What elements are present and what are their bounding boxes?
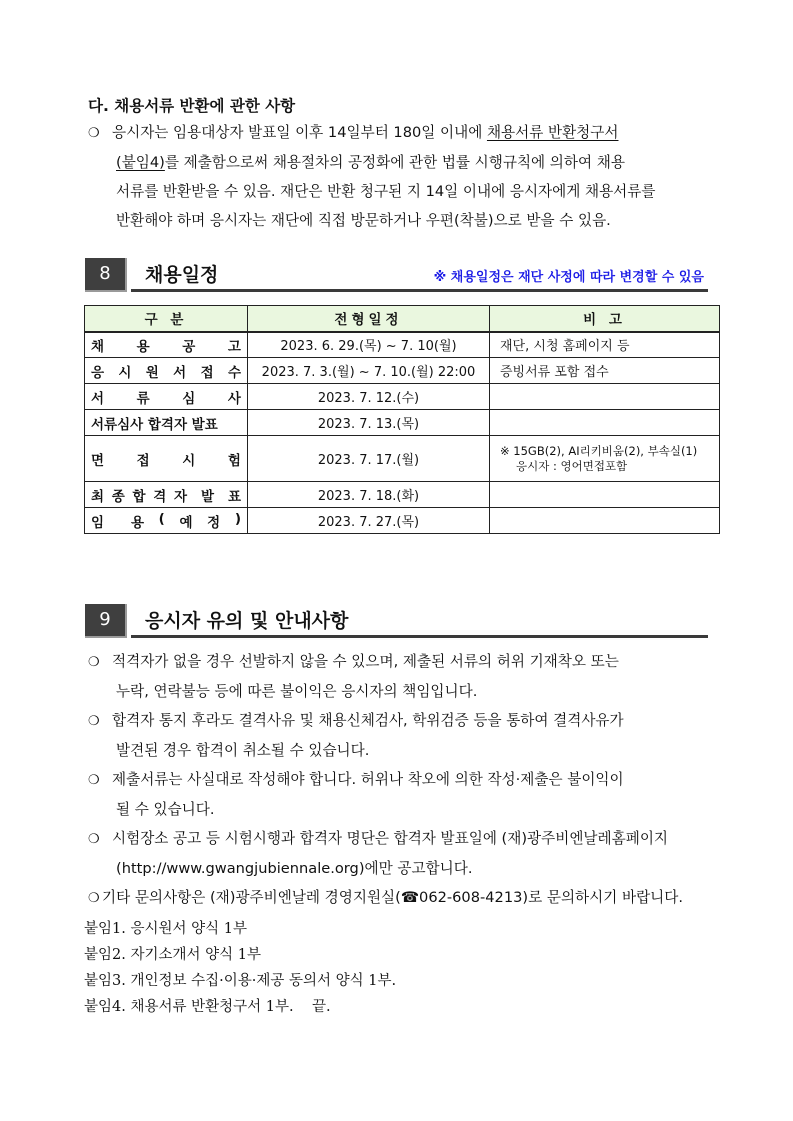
row-note (490, 482, 720, 508)
para-text: 를 제출함으로써 채용절차의 공정화에 관한 법률 시행규칙에 의하여 채용 (164, 154, 625, 171)
row-date: 2023. 7. 27.(목) (248, 508, 490, 534)
attachment-item: 붙임1. 응시원서 양식 1부 (84, 921, 247, 937)
attachment-list (84, 916, 396, 1020)
refund-form-link: 채용서류 반환청구서 (486, 124, 619, 141)
section-title: 채용일정 (145, 264, 219, 286)
table-row (85, 384, 720, 410)
table-row (85, 410, 720, 436)
header-cell: 구 분 (85, 306, 248, 332)
row-note (490, 384, 720, 410)
notice-text: 시험장소 공고 등 시험시행과 합격자 명단은 합격자 발표일에 (재)광주비엔날레홈페이지 (112, 830, 669, 847)
row-label (85, 508, 248, 534)
bullet-icon: ❍ (88, 655, 100, 670)
row-date: 2023. 7. 18.(화) (248, 482, 490, 508)
table-row (85, 508, 720, 534)
table-header-row (85, 306, 720, 332)
row-date: 2023. 7. 17.(월) (248, 436, 490, 482)
bullet-icon: ❍ (88, 126, 100, 141)
label-part: 최 종 합 격 자 (91, 488, 187, 505)
row-note (490, 508, 720, 534)
notice-text: 적격자가 없을 경우 선발하지 않을 수 있으며, 제출된 서류의 허위 기재착오 또는 (112, 653, 619, 670)
notice-text: 될 수 있습니다. (116, 801, 215, 818)
schedule-note: ※ 채용일정은 재단 사정에 따라 변경할 수 있음 (433, 270, 704, 285)
row-note (490, 436, 720, 482)
row-date: 2023. 6. 29.(목) ~ 7. 10(월) (248, 332, 490, 358)
header-cell: 전형일정 (248, 306, 490, 332)
label-part: 용 ( 예 정 ) (131, 510, 241, 531)
row-label (85, 482, 248, 508)
notice-text: 기타 문의사항은 (재)광주비엔날레 경영지원실(☎062-608-4213)로 문의하시기 바랍니다. (102, 889, 683, 906)
notice-text: 누락, 연락불능 등에 따른 불이익은 응시자의 책임입니다. (116, 683, 478, 700)
para-text: 응시자는 임용대상자 발표일 이후 14일부터 180일 이내에 (112, 124, 487, 141)
row-label: 서 류 심 사 (85, 384, 248, 410)
attachment-ref: (붙임4) (116, 154, 165, 171)
table-row (85, 482, 720, 508)
table-row (85, 358, 720, 384)
row-date: 2023. 7. 12.(수) (248, 384, 490, 410)
attachment-item: 붙임3. 개인정보 수집·이용·제공 동의서 양식 1부. (84, 973, 397, 989)
para-text: 반환해야 하며 응시자는 재단에 직접 방문하거나 우편(착불)으로 받을 수 있음. (116, 212, 611, 229)
section-9-header (85, 604, 708, 638)
row-note: 재단, 시청 홈페이지 등 (490, 332, 720, 358)
row-label: 면 접 시 험 (85, 436, 248, 482)
label-part: 임 (91, 514, 105, 531)
para-text: 서류를 반환받을 수 있음. 재단은 반환 청구된 지 14일 이내에 응시자에게 채용서류를 (116, 183, 656, 200)
row-label: 채 용 공 고 (85, 332, 248, 358)
bullet-icon: ❍ (88, 773, 100, 788)
table-row (85, 436, 720, 482)
notice-text: 제출서류는 사실대로 작성해야 합니다. 허위나 착오에 의한 작성·제출은 불이익이 (112, 771, 624, 788)
header-cell: 비 고 (490, 306, 720, 332)
section-da-paragraph (88, 118, 718, 235)
section-da-title: 다. 채용서류 반환에 관한 사항 (88, 97, 296, 115)
bullet-icon: ❍ (88, 891, 100, 906)
note-line: ※ 15GB(2), AI리키비움(2), 부속실(1) (500, 443, 698, 458)
row-note (490, 410, 720, 436)
section-number: 9 (85, 604, 127, 638)
row-date: 2023. 7. 13.(목) (248, 410, 490, 436)
notice-text: 발견된 경우 합격이 취소될 수 있습니다. (116, 742, 370, 759)
section-rule (131, 289, 708, 292)
row-date: 2023. 7. 3.(월) ~ 7. 10.(월) 22:00 (248, 358, 490, 384)
label-part: 발 표 (201, 488, 241, 505)
row-note: 증빙서류 포함 접수 (490, 358, 720, 384)
note-line: 응시자 : 영어면접포함 (516, 458, 628, 473)
notice-text: (http://www.gwangjubiennale.org)에만 공고합니다. (116, 860, 473, 877)
row-label: 서류심사 합격자 발표 (85, 410, 248, 436)
table-row (85, 332, 720, 358)
bullet-icon: ❍ (88, 832, 100, 847)
section-8-header (85, 258, 708, 292)
section-rule (131, 635, 708, 638)
notice-text: 합격자 통지 후라도 결격사유 및 채용신체검사, 학위검증 등을 통하여 결격사유가 (112, 712, 624, 729)
bullet-icon: ❍ (88, 714, 100, 729)
section-number: 8 (85, 258, 127, 292)
attachment-item: 붙임2. 자기소개서 양식 1부 (84, 947, 261, 963)
schedule-table (84, 305, 720, 534)
row-label: 응 시 원 서 접 수 (85, 358, 248, 384)
attachment-item: 붙임4. 채용서류 반환청구서 1부. 끝. (84, 999, 331, 1015)
section-title: 응시자 유의 및 안내사항 (145, 610, 349, 632)
notice-list (88, 647, 728, 913)
